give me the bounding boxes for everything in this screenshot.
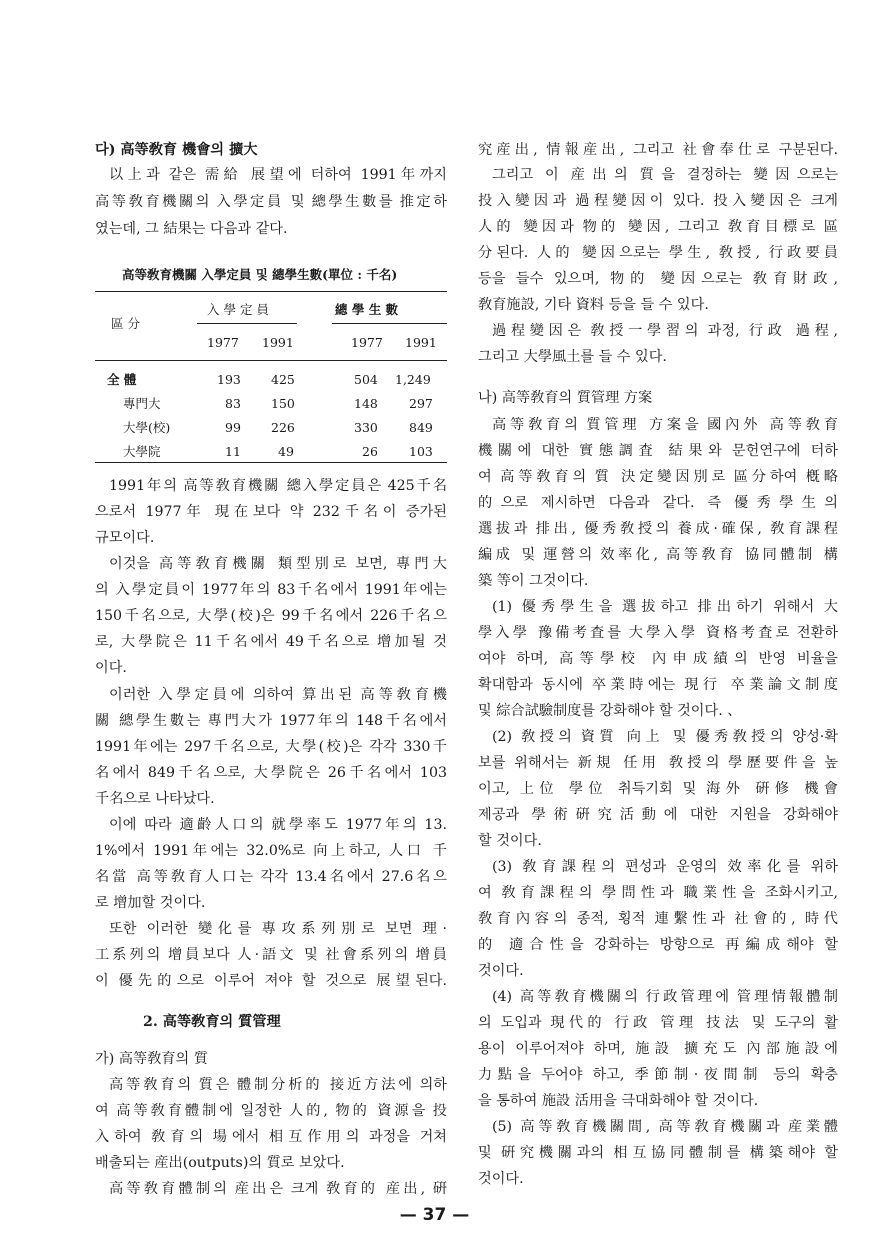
body-line: 그리고 이 産出의 質을 결정하는 變因으로는	[492, 167, 838, 183]
body-line: 高等敎育體制의 産出은 크게 敎育的 産出, 硏	[109, 1181, 447, 1197]
table-group-admission: 入 學 定 員	[207, 302, 269, 317]
body-line: 및 硏究機關과의 相互協同體制를 構築해야 할	[478, 1145, 838, 1161]
body-line: 名當 高等敎育人口는 각각 13.4名에서 27.6名으	[95, 869, 447, 885]
body-line: 또한 이러한 變化를 專攻系列別로 보면 理·	[109, 921, 447, 937]
table-cell: 99	[225, 420, 241, 435]
table-cell: 504	[354, 372, 378, 387]
body-line: 高等敎育의 質管理 方案을 國內外 高等敎育	[492, 417, 838, 433]
body-line: 여야 하며, 高等學校 內申成績의 반영 비율을	[478, 651, 838, 667]
table-bottom-rule	[95, 462, 447, 463]
body-line: 人的 變因과 物的 變因, 그리고 敎育目標로 區	[478, 219, 838, 235]
table-cell: 330	[354, 420, 378, 435]
body-line: (5) 高等敎育機關間, 高等敎育機關과 産業體	[492, 1119, 838, 1135]
total-group-rule	[332, 323, 447, 324]
body-line: 關 總學生數는 專門大가 1977年의 148千名에서	[95, 713, 447, 729]
body-line: (4) 高等敎育機關의 行政管理에 管理情報體制	[492, 989, 838, 1005]
body-line: 으로서 1977年 現在보다 약 232千名이 증가된	[95, 504, 447, 520]
body-line: 究産出, 情報産出, 그리고 社會奉仕로 구분된다.	[478, 142, 838, 158]
table-group-total: 總 學 生 數	[335, 302, 399, 317]
body-line: 力點을 두어야 하고, 季節制·夜間制 등의 확충	[478, 1067, 838, 1083]
body-line: 여 高等敎育의 質 決定變因別로 區分하여 槪略	[478, 469, 838, 485]
body-line: 入하여 敎育의 場에서 相互作用의 과정을 거쳐	[95, 1129, 447, 1145]
table-cell: 297	[409, 396, 433, 411]
table-cell: 425	[271, 372, 295, 387]
table-cell: 11	[225, 444, 241, 459]
body-line: 제공과 學術硏究活動에 대한 지원을 강화해야	[478, 807, 838, 823]
body-line: 工系列의 增員보다 人·語文 및 社會系列의 增員	[95, 947, 447, 963]
table-row-label: 專門大	[123, 396, 161, 411]
body-line: 의 도입과 現代的 行政 管理 技法 및 도구의 활	[478, 1015, 838, 1031]
body-line: 1991年에는 297千名으로, 大學(校)은 각각 330千	[95, 739, 447, 755]
table-top-rule	[95, 291, 447, 292]
body-line: 이다.	[95, 660, 127, 676]
intro-line: 였는데, 그 結果는 다음과 같다.	[95, 221, 288, 237]
body-line: 을 통하여 施設 活用을 극대화해야 할 것이다.	[478, 1093, 759, 1109]
body-line: 이것을 高等敎育機關 類型別로 보면, 專門大	[109, 556, 447, 572]
body-line: 여 敎育課程의 學問性과 職業性을 조화시키고,	[478, 885, 838, 901]
body-line: 로 增加할 것이다.	[95, 895, 206, 911]
body-line: 확대함과 동시에 卒業時에는 現行 卒業論文制度	[478, 677, 838, 693]
body-line: 것이다.	[478, 963, 524, 979]
table-year: 1991	[405, 335, 437, 350]
admission-group-rule	[197, 323, 297, 324]
body-line: 1%에서 1991年에는 32.0%로 向上하고, 人口 千	[95, 843, 447, 859]
table-header-rule	[95, 360, 447, 361]
page-number: — 37 —	[399, 1205, 470, 1225]
body-line: 및 綜合試驗制度를 강화해야 할 것이다. 、	[478, 703, 742, 719]
table-cell: 148	[354, 396, 378, 411]
table-year: 1991	[262, 335, 294, 350]
body-line: 千名으로 나타났다.	[95, 791, 215, 807]
table-cell: 83	[225, 396, 241, 411]
body-line: 的으로 제시하면 다음과 같다. 즉 優秀學生의	[478, 495, 838, 511]
body-line: 分된다. 人的 變因으로는 學生, 敎授, 行政要員	[478, 245, 838, 261]
body-line: 의 入學定員이 1977年의 83千名에서 1991年에는	[95, 582, 447, 598]
table-cell: 26	[362, 444, 378, 459]
subsection-heading-quality: 가) 高等敎育의 質	[95, 1051, 208, 1067]
table-year: 1977	[351, 335, 383, 350]
body-line: (2) 敎授의 資質 向上 및 優秀敎授의 양성·확	[492, 729, 838, 745]
body-line: 로, 大學院은 11千名에서 49千名으로 增加될 것	[95, 634, 447, 650]
body-line: 機關에 대한 實態調査 結果와 문헌연구에 터하	[478, 443, 838, 459]
body-line: 名에서 849千名으로, 大學院은 26千名에서 103	[95, 765, 447, 781]
intro-line: 以上과 같은 需給 展望에 터하여 1991年까지	[109, 167, 447, 183]
table-year: 1977	[207, 335, 239, 350]
body-line: 投入變因과 過程變因이 있다. 投入變因은 크게	[478, 193, 838, 209]
body-line: 할 것이다.	[478, 833, 542, 849]
body-line: 敎育內容의 종적, 횡적 連繫性과 社會的, 時代	[478, 911, 838, 927]
table-row-label: 全 體	[107, 372, 137, 387]
body-line: 的 適合性을 강화하는 방향으로 再編成해야 할	[478, 937, 838, 953]
table-cell: 103	[409, 444, 433, 459]
body-line: 學入學 豫備考査를 大學入學 資格考査로 전환하	[478, 625, 838, 641]
table-cell: 226	[271, 420, 295, 435]
body-line: 敎育施設, 기타 資料 등을 들 수 있다.	[478, 297, 709, 313]
body-line: 築 等이 그것이다.	[478, 573, 589, 589]
body-line: (1) 優秀學生을 選拔하고 排出하기 위해서 大	[492, 599, 838, 615]
body-line: 용이 이루어져야 하며, 施設 擴充도 內部施設에	[478, 1041, 838, 1057]
intro-line: 高等敎育機關의 入學定員 및 總學生數를 推定하	[95, 194, 447, 210]
table-cell: 849	[409, 420, 433, 435]
table-cell: 150	[271, 396, 295, 411]
table-row-label: 大學院	[123, 444, 161, 459]
body-line: (3) 敎育課程의 편성과 운영의 效率化를 위하	[492, 859, 838, 875]
body-line: 규모이다.	[95, 530, 155, 546]
body-line: 이 優先的으로 이루어 져야 할 것으로 展望된다.	[95, 973, 447, 989]
table-cell: 193	[217, 372, 241, 387]
body-line: 이고, 上位 學位 취득기회 및 海外 硏修 機會	[478, 781, 838, 797]
body-line: 編成 및 運營의 效率化, 高等敎育 協同體制 構	[478, 547, 838, 563]
table-row-label: 大學(校)	[123, 420, 171, 435]
body-line: 過程變因은 敎授一學習의 과정, 行政 過程,	[492, 323, 838, 339]
body-line: 그리고 大學風土를 들 수 있다.	[478, 349, 667, 365]
body-line: 등을 들수 있으며, 物的 變因으로는 敎育財政,	[478, 271, 838, 287]
body-line: 150千名으로, 大學(校)은 99千名에서 226千名으	[95, 608, 447, 624]
body-line: 여 高等敎育體制에 일정한 人的, 物的 資源을 投	[95, 1103, 447, 1119]
table-row-header: 區 分	[111, 316, 140, 331]
body-line: 選拔과 排出, 優秀敎授의 養成·確保, 敎育課程	[478, 521, 838, 537]
body-line: 高等敎育의 質은 體制分析的 接近方法에 의하	[109, 1077, 447, 1093]
section-heading-expansion: 다) 高等敎育 機會의 擴大	[95, 142, 258, 158]
body-line: 것이다.	[478, 1171, 524, 1187]
section-heading-quality-management: 2. 高等敎育의 質管理	[143, 1014, 281, 1030]
table-caption: 高等敎育機關 入學定員 및 總學生數(單位 : 千名)	[122, 267, 398, 282]
body-line: 이러한 入學定員에 의하여 算出된 高等敎育機	[109, 687, 447, 703]
body-line: 1991年의 高等敎育機關 總入學定員은 425千名	[109, 478, 447, 494]
body-line: 보를 위해서는 新規 任用 敎授의 學歷要件을 높	[478, 755, 838, 771]
table-cell: 49	[278, 444, 294, 459]
body-line: 배출되는 産出(outputs)의 質로 보았다.	[95, 1155, 345, 1171]
table-cell: 1,249	[395, 372, 431, 387]
subsection-heading-quality-plan: 나) 高等敎育의 質管理 方案	[478, 390, 653, 406]
body-line: 이에 따라 適齡人口의 就學率도 1977年의 13.	[109, 817, 447, 833]
